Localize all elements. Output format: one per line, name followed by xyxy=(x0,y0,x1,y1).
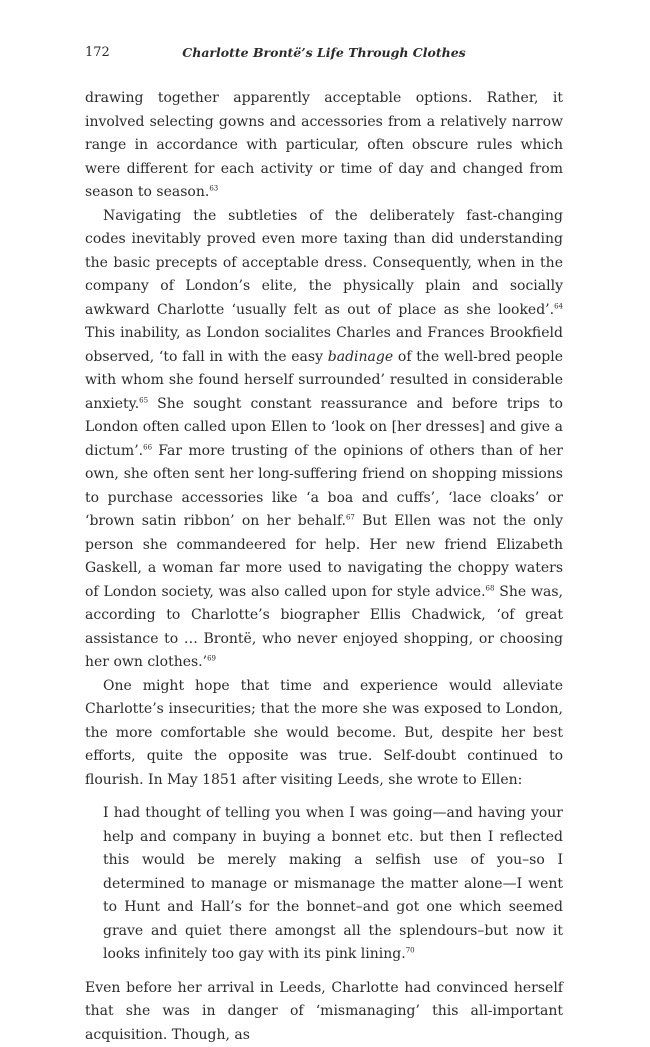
paragraph-2-text-2: This inability, as London socialites Charles and Frances Brookfield observed, ‘to fall in with the easy xyxy=(85,325,563,365)
block-quote xyxy=(103,802,563,967)
footnote-ref-70: 70 xyxy=(406,946,415,954)
paragraph-1 xyxy=(85,87,563,205)
block-quote-text: I had thought of telling you when I was going—and having your help and company in buying a bonnet etc. but then I reflected this would be merely making a selfish use of you–so I determined to manage or mismanage the matter alone—I went to Hunt and Hall’s for the bonnet–and got one which seemed grave and quiet there amongst all the splendours–but now it looks infinitely too gay with its pink lining. xyxy=(103,805,563,962)
paragraph-1-text: drawing together apparently acceptable options. Rather, it involved selecting gowns and accessories from a relatively narrow range in accordance with particular, often obscure rules which were different for each activity or time of day and changed from season to season. xyxy=(85,90,563,200)
paragraph-4 xyxy=(85,977,563,1047)
footnote-ref-69: 69 xyxy=(207,654,216,662)
paragraph-2-text-6: But Ellen was not the only person she commandeered for help. Her new friend Elizabeth Gaskell, a woman far more used to navigating the choppy waters of London society, was also called upon for style advice. xyxy=(85,513,563,600)
paragraph-3-text: One might hope that time and experience would alleviate Charlotte’s insecurities; that the more she was exposed to London, the more comfortable she would become. But, despite her best efforts, quite the opposite was true. Self-doubt continued to flourish. In May 1851 after visiting Leeds, she wrote to Ellen: xyxy=(85,678,563,788)
running-title: Charlotte Brontë’s Life Through Clothes xyxy=(85,44,563,62)
footnote-ref-63: 63 xyxy=(209,184,218,192)
paragraph-2 xyxy=(85,205,563,675)
footnote-ref-65: 65 xyxy=(139,396,148,404)
paragraph-2-text-1: Navigating the subtleties of the deliberately fast-changing codes inevitably proved even more taxing than did understanding the basic precepts of acceptable dress. Consequently, when in the company of London’s elite, the physically plain and socially awkward Charlotte ‘usually felt as out of place as she looked’. xyxy=(85,208,563,318)
footnote-ref-64: 64 xyxy=(554,302,563,310)
paragraph-2-text-3: of the well-bred people with whom she found herself surrounded’ resulted in considerable anxiety. xyxy=(85,349,563,412)
paragraph-2-text-7: She was, according to Charlotte’s biographer Ellis Chadwick, ‘of great assistance to … Brontë, who never enjoyed shopping, or choosing her own clothes.’ xyxy=(85,584,563,671)
footnote-ref-66: 66 xyxy=(143,443,152,451)
footnote-ref-67: 67 xyxy=(346,513,355,521)
paragraph-4-text: Even before her arrival in Leeds, Charlotte had convinced herself that she was in danger of ‘mismanaging’ this all-important acquisition. Though, as xyxy=(85,980,563,1043)
italic-term-badinage: badinage xyxy=(328,349,393,365)
footnote-ref-68: 68 xyxy=(486,584,495,592)
body-text xyxy=(85,87,563,1047)
running-head xyxy=(85,44,563,64)
paragraph-2-text-4: She sought constant reassurance and before trips to London often called upon Ellen to ‘look on [her dresses] and give a dictum’. xyxy=(85,396,563,459)
paragraph-3 xyxy=(85,675,563,793)
paragraph-2-text-5: Far more trusting of the opinions of others than of her own, she often sent her long-suffering friend on shopping missions to purchase accessories like ‘a boa and cuffs’, ‘lace cloaks’ or ‘brown satin ribbon’ on her behalf. xyxy=(85,443,563,530)
page-number: 172 xyxy=(85,44,110,62)
